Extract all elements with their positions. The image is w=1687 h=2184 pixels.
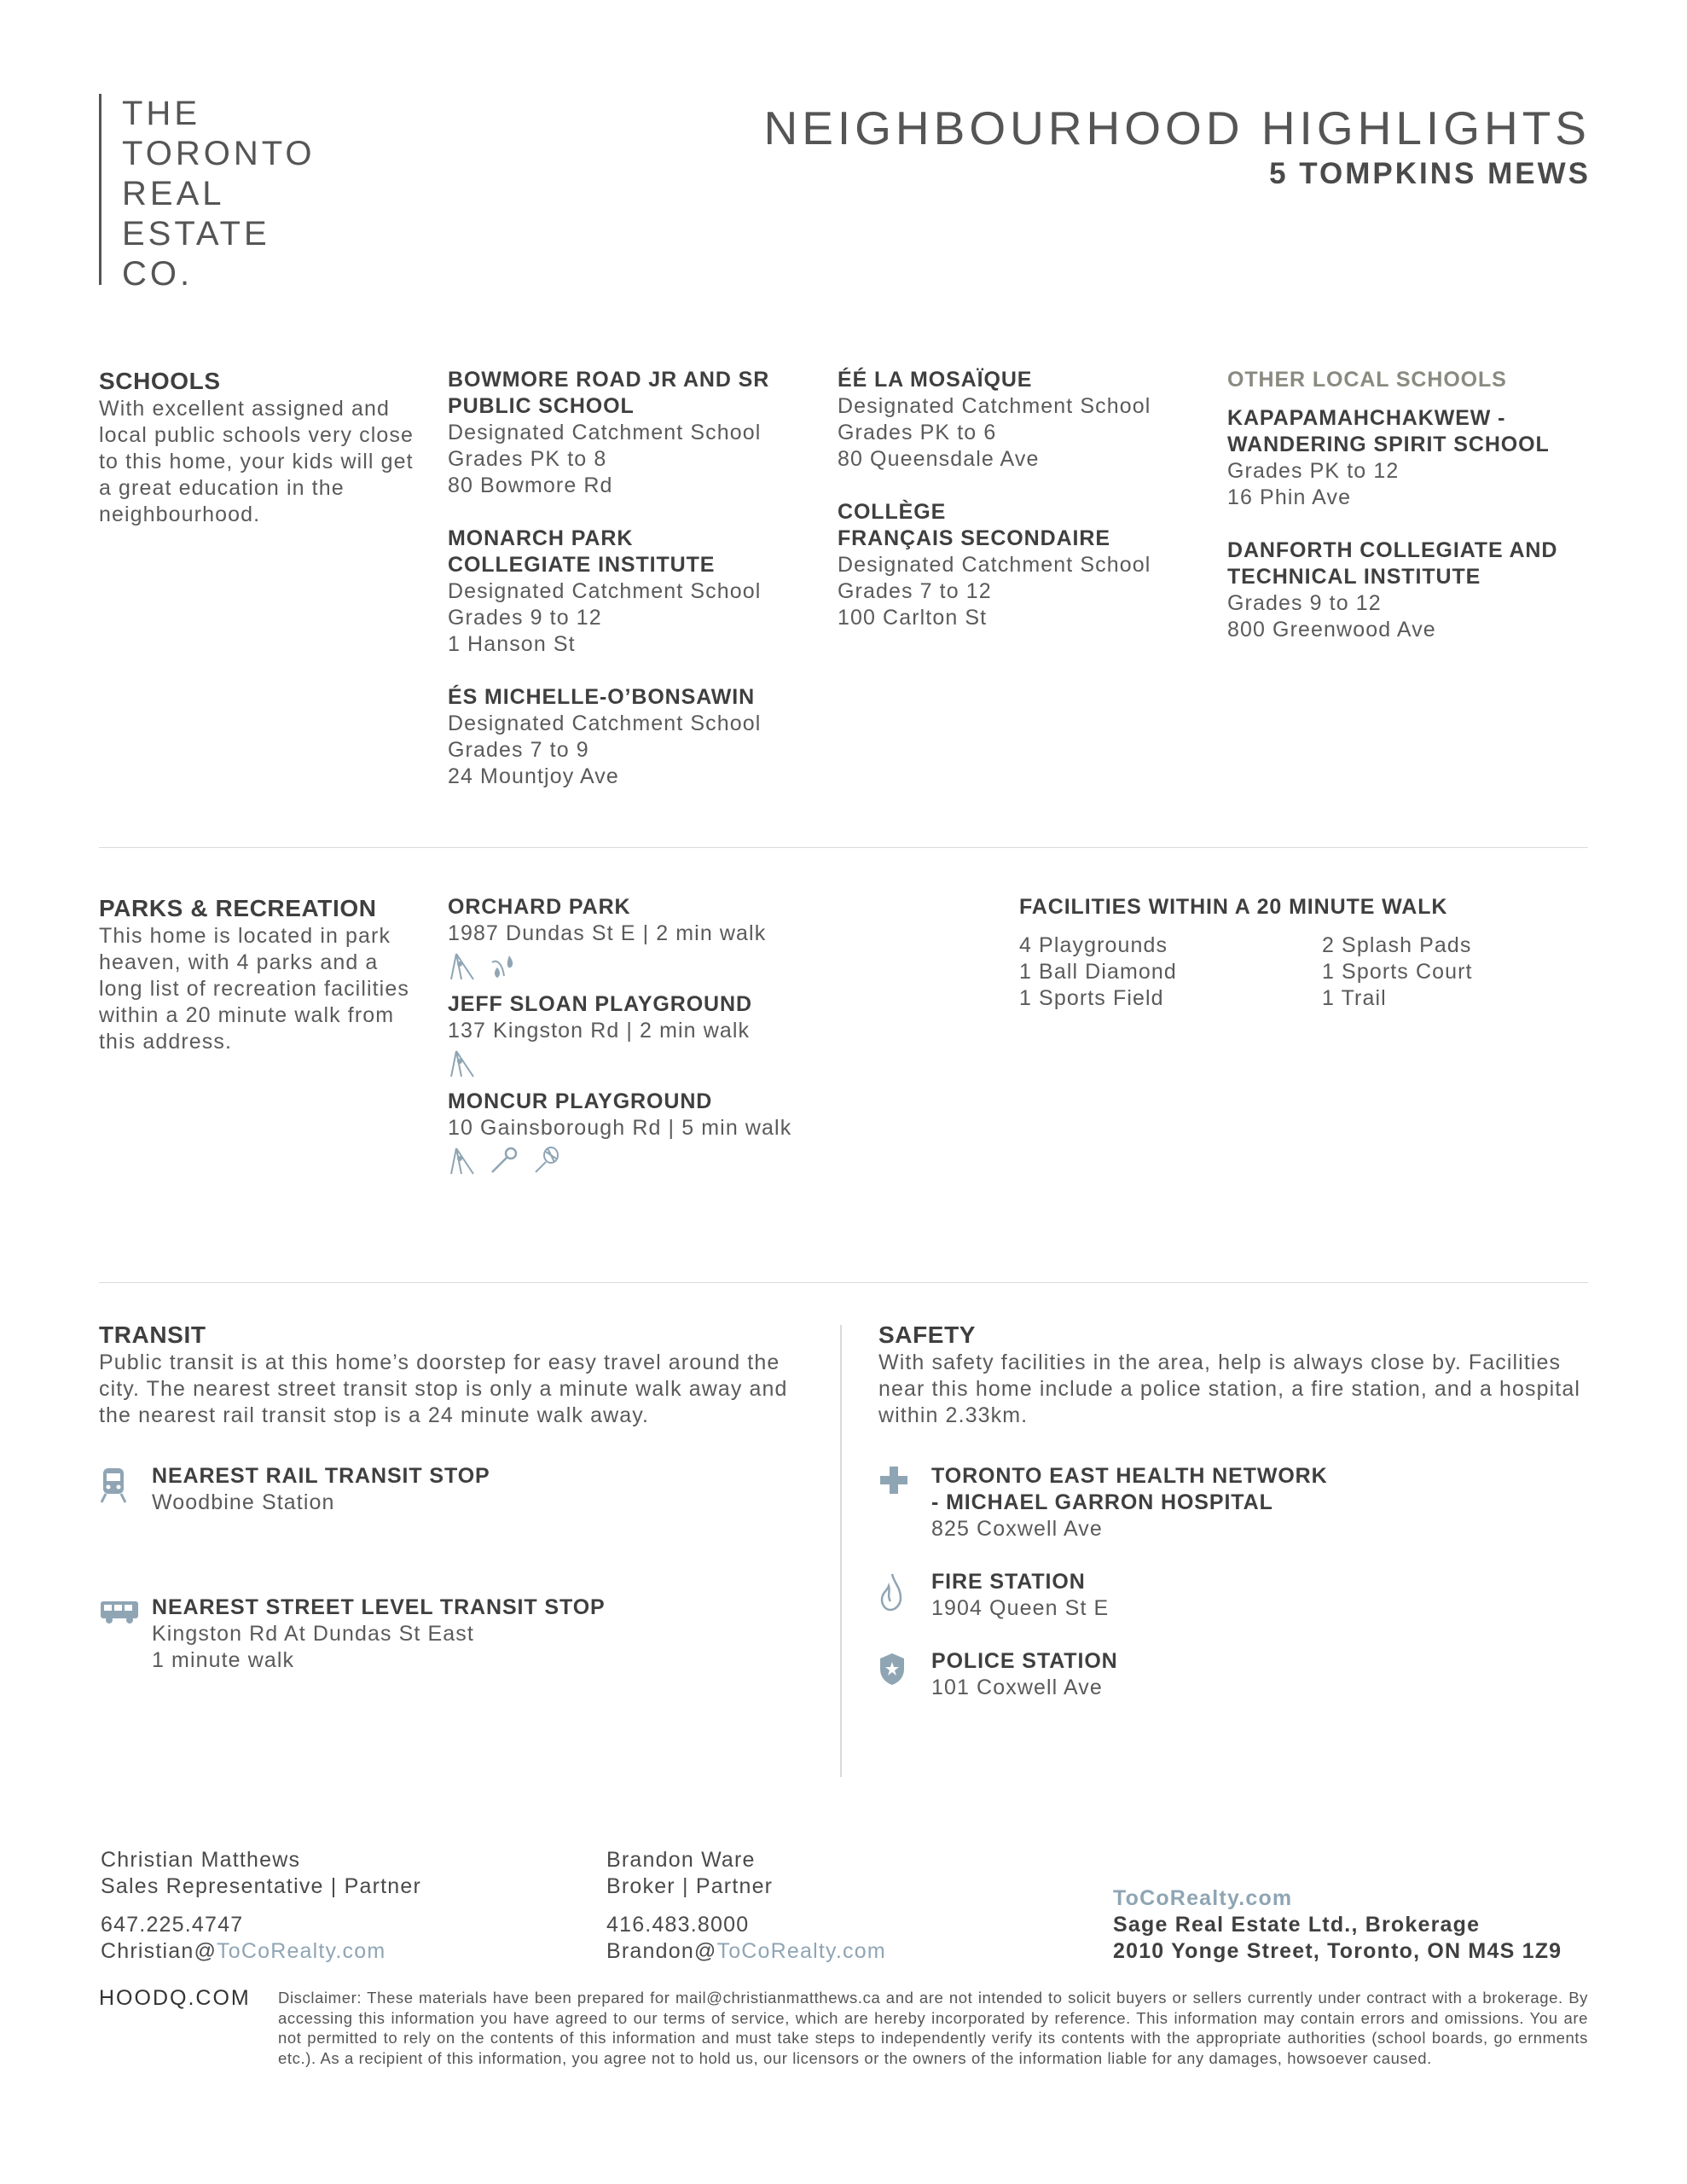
park-name: JEFF SLOAN PLAYGROUND [448,992,752,1016]
school-grades: Grades 9 to 12 [448,606,602,630]
schools-column-3 [1227,367,1588,643]
other-schools-heading: OTHER LOCAL SCHOOLS [1227,368,1507,392]
school-address: 80 Queensdale Ave [838,447,1040,471]
transit-description: Public transit is at this home’s doorstep for easy travel around the city. The nearest street transit stop is only a minute walk away and the nearest rail transit stop is a 24 minute walk away. [99,1350,788,1427]
school-grades: Grades 7 to 12 [838,579,992,603]
facility-item: 2 Splash Pads [1322,933,1472,957]
school-type: Designated Catchment School [448,579,762,603]
schools-column-2 [838,367,1204,631]
sports-court-icon [530,1145,561,1176]
facility-item: 1 Trail [1322,986,1387,1010]
police-station-item [878,1648,1588,1701]
school-item [1227,537,1588,643]
hospital-item [878,1463,1588,1542]
email-user: Brandon@ [606,1939,717,1963]
facilities-column-left [1019,932,1322,1012]
agent-email[interactable] [606,1938,1050,1965]
splash-pad-icon [489,950,519,981]
brokerage-info [1113,1885,1591,1965]
transit-section [99,1321,807,1674]
school-type: Designated Catchment School [448,421,762,444]
safety-description: With safety facilities in the area, help is always close by. Facilities near this home include a police station, a fire station, and a hospital within 2.33km. [878,1350,1580,1427]
park-detail: 10 Gainsborough Rd | 5 min walk [448,1116,792,1140]
rail-stop-name: Woodbine Station [152,1490,335,1514]
parks-description: This home is located in park heaven, with 4 parks and a long list of recreation facilities within a 20 minute walk from this address. [99,924,409,1054]
divider [99,1282,1588,1283]
school-item [838,367,1204,473]
park-icons [448,1145,891,1179]
facility-item: 1 Sports Court [1322,960,1473,984]
page-title: NEIGHBOURHOOD HIGHLIGHTS [763,102,1591,154]
park-detail: 1987 Dundas St E | 2 min walk [448,921,767,945]
school-type: Designated Catchment School [448,712,762,735]
park-icons [448,950,891,985]
school-name: COLLEGIATE INSTITUTE [448,553,716,577]
schools-section [99,367,1588,810]
fire-station-item [878,1569,1588,1622]
hoodq-link[interactable]: HOODQ.COM [99,1986,251,2010]
parks-section [99,894,1588,1218]
safety-heading: SAFETY [878,1321,977,1348]
safety-section [878,1321,1588,1701]
agent-phone[interactable]: 647.225.4747 [101,1913,244,1937]
street-transit-stop [99,1594,807,1674]
police-station-label: POLICE STATION [931,1649,1118,1673]
facility-item: 1 Ball Diamond [1019,960,1177,984]
school-item [1227,405,1588,511]
brokerage-website[interactable]: ToCoRealty.com [1113,1886,1293,1910]
agent-name: Brandon Ware [606,1848,756,1872]
agent-card [606,1847,1050,1965]
divider [99,847,1588,848]
school-name: BOWMORE ROAD JR AND SR [448,368,770,392]
park-name: ORCHARD PARK [448,895,631,919]
school-type: Designated Catchment School [838,394,1151,418]
park-item [448,991,891,1082]
fire-station-address: 1904 Queen St E [931,1596,1110,1620]
brokerage-name: Sage Real Estate Ltd., Brokerage [1113,1913,1481,1937]
agent-name: Christian Matthews [101,1848,301,1872]
rail-transit-stop [99,1463,807,1516]
facility-item: 4 Playgrounds [1019,933,1168,957]
agent-phone[interactable]: 416.483.8000 [606,1913,750,1937]
hospital-cross-icon [878,1463,931,1542]
email-user: Christian@ [101,1939,217,1963]
school-name: PUBLIC SCHOOL [448,394,635,418]
school-address: 1 Hanson St [448,632,576,656]
fire-station-info [931,1569,1109,1622]
hospital-name: TORONTO EAST HEALTH NETWORK [931,1464,1328,1488]
school-type: Designated Catchment School [838,553,1151,577]
school-address: 80 Bowmore Rd [448,473,613,497]
park-icons [448,1048,891,1082]
street-stop-label: NEAREST STREET LEVEL TRANSIT STOP [152,1595,606,1619]
rail-stop-label: NEAREST RAIL TRANSIT STOP [152,1464,490,1488]
park-item [448,1089,891,1179]
email-domain: ToCoRealty.com [217,1939,386,1963]
logo [99,94,316,293]
school-grades: Grades 7 to 9 [448,738,589,762]
school-name: MONARCH PARK [448,526,634,550]
agent-card [101,1847,544,1965]
hospital-name: - MICHAEL GARRON HOSPITAL [931,1490,1273,1514]
transit-heading: TRANSIT [99,1321,206,1348]
school-item [838,499,1204,631]
school-address: 800 Greenwood Ave [1227,618,1436,642]
schools-description: With excellent assigned and local public schools very close to this home, your kids will get a great education in the neighbourhood. [99,397,414,526]
park-item [448,894,891,985]
school-name: WANDERING SPIRIT SCHOOL [1227,433,1550,456]
school-name: FRANÇAIS SECONDAIRE [838,526,1110,550]
rail-stop-info [152,1463,490,1516]
ball-diamond-icon [489,1145,519,1176]
schools-column-1 [448,367,815,790]
brokerage-address: 2010 Yonge Street, Toronto, ON M4S 1Z9 [1113,1939,1562,1963]
page-header [763,101,1591,193]
school-name: DANFORTH COLLEGIATE AND [1227,538,1558,562]
school-name: ÉÉ LA MOSAÏQUE [838,368,1033,392]
school-name: TECHNICAL INSTITUTE [1227,565,1481,589]
schools-intro [99,367,415,528]
school-item [448,526,815,658]
school-name: COLLÈGE [838,500,947,524]
property-address: 5 TOMPKINS MEWS [1269,157,1591,190]
disclaimer: Disclaimer: These materials have been prepared for mail@christianmatthews.ca and are not intended to solicit buyers or sellers currently under contract with a brokerage. By accessing this information you have agreed to our terms of service, which are hereby incorporated by reference. This information may contain errors and omissions. You are not permitted to rely on the contents of this information and must take steps to independently verify its contents with the appropriate authorities (school boards, go ernments etc.). As a recipient of this information, you agree not to hold us, our licensors or the owners of the information liable for any damages, howsoever caused. [278,1989,1588,2067]
school-address: 16 Phin Ave [1227,485,1352,509]
school-name: ÉS MICHELLE-O’BONSAWIN [448,685,756,709]
park-detail: 137 Kingston Rd | 2 min walk [448,1019,751,1043]
playground-icon [448,1145,478,1176]
column-divider [840,1325,842,1777]
fire-station-label: FIRE STATION [931,1570,1086,1594]
facilities-column-right [1322,932,1473,1012]
logo-text: THE TORONTO REAL ESTATE CO. [122,95,316,293]
school-item [448,367,815,499]
facilities-list [1019,932,1588,1012]
parks-heading: PARKS & RECREATION [99,895,377,921]
park-name: MONCUR PLAYGROUND [448,1089,713,1113]
parks-list [448,894,891,1179]
parks-intro [99,894,415,1055]
school-grades: Grades 9 to 12 [1227,591,1382,615]
facility-item: 1 Sports Field [1019,986,1164,1010]
school-item [448,684,815,790]
agent-title: Sales Representative | Partner [101,1874,422,1898]
flame-icon [878,1569,931,1622]
school-grades: Grades PK to 12 [1227,459,1400,483]
playground-icon [448,950,478,981]
school-name: KAPAPAMAHCHAKWEW - [1227,406,1506,430]
train-icon [99,1463,152,1516]
school-grades: Grades PK to 6 [838,421,997,444]
email-domain: ToCoRealty.com [716,1939,886,1963]
street-stop-info [152,1594,606,1674]
school-address: 100 Carlton St [838,606,988,630]
street-stop-name: Kingston Rd At Dundas St East [152,1622,474,1646]
playground-icon [448,1048,478,1078]
schools-heading: SCHOOLS [99,368,221,394]
hospital-info [931,1463,1328,1542]
hospital-address: 825 Coxwell Ave [931,1517,1103,1541]
facilities [1019,894,1588,1012]
school-grades: Grades PK to 8 [448,447,607,471]
facilities-heading: FACILITIES WITHIN A 20 MINUTE WALK [1019,895,1448,919]
bus-icon [99,1594,152,1674]
agent-email[interactable] [101,1938,544,1965]
police-shield-icon [878,1648,931,1701]
agent-title: Broker | Partner [606,1874,774,1898]
street-stop-distance: 1 minute walk [152,1648,295,1672]
police-station-address: 101 Coxwell Ave [931,1676,1103,1699]
police-station-info [931,1648,1118,1701]
school-address: 24 Mountjoy Ave [448,764,619,788]
